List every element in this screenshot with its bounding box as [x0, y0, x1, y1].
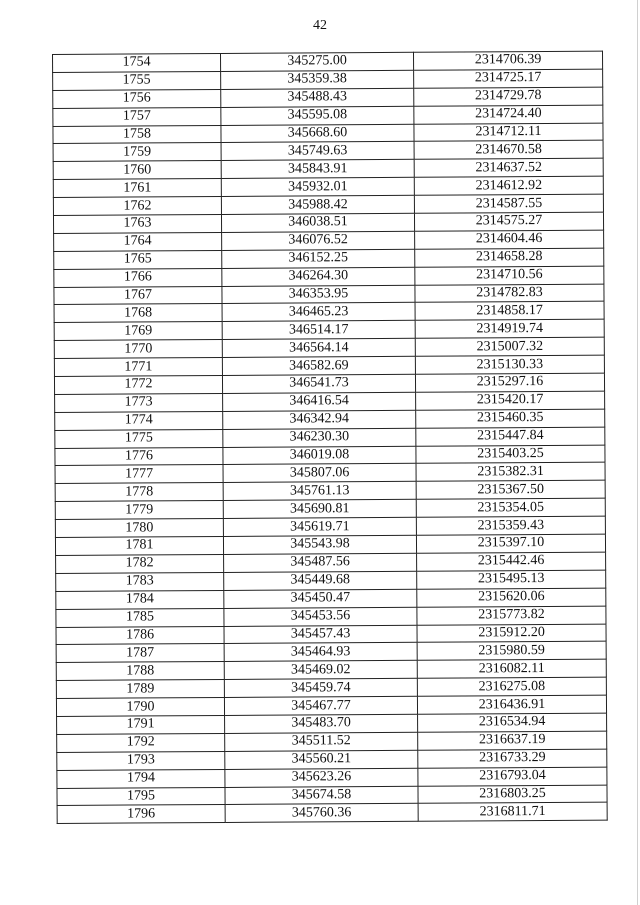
y-coordinate-cell: 2314706.39 — [413, 51, 602, 70]
y-coordinate-cell: 2315367.50 — [416, 481, 605, 500]
point-number-cell: 1779 — [55, 501, 223, 520]
coordinates-table — [52, 51, 608, 825]
y-coordinate-cell: 2315460.35 — [416, 409, 605, 428]
y-coordinate-cell: 2315397.10 — [416, 534, 605, 553]
point-number-cell: 1774 — [55, 411, 223, 430]
x-coordinate-cell: 346342.94 — [223, 410, 416, 429]
x-coordinate-cell: 345595.08 — [221, 106, 414, 125]
x-coordinate-cell: 345449.68 — [224, 571, 417, 590]
x-coordinate-cell: 345674.58 — [225, 786, 418, 805]
point-number-cell: 1791 — [57, 715, 225, 734]
y-coordinate-cell: 2316811.71 — [418, 803, 607, 822]
y-coordinate-cell: 2314710.56 — [415, 266, 604, 285]
y-coordinate-cell: 2315382.31 — [416, 463, 605, 482]
point-number-cell: 1772 — [54, 375, 222, 394]
x-coordinate-cell: 345467.77 — [224, 696, 417, 715]
page-edge-line — [637, 0, 638, 905]
point-number-cell: 1754 — [53, 53, 221, 72]
point-number-cell: 1785 — [56, 608, 224, 627]
x-coordinate-cell: 345511.52 — [225, 732, 418, 751]
y-coordinate-cell: 2315403.25 — [416, 445, 605, 464]
x-coordinate-cell: 345359.38 — [221, 70, 414, 89]
y-coordinate-cell: 2314637.52 — [414, 158, 603, 177]
y-coordinate-cell: 2315442.46 — [417, 552, 606, 571]
point-number-cell: 1789 — [56, 680, 224, 699]
y-coordinate-cell: 2315297.16 — [415, 373, 604, 392]
y-coordinate-cell: 2314919.74 — [415, 319, 604, 338]
x-coordinate-cell: 346564.14 — [222, 339, 415, 358]
point-number-cell: 1765 — [54, 250, 222, 269]
y-coordinate-cell: 2315420.17 — [416, 391, 605, 410]
x-coordinate-cell: 345619.71 — [223, 517, 416, 536]
y-coordinate-cell: 2314575.27 — [414, 212, 603, 231]
y-coordinate-cell: 2315359.43 — [416, 516, 605, 535]
y-coordinate-cell: 2314604.46 — [415, 230, 604, 249]
point-number-cell: 1768 — [54, 304, 222, 323]
point-number-cell: 1794 — [57, 769, 225, 788]
x-coordinate-cell: 346152.25 — [222, 249, 415, 268]
y-coordinate-cell: 2316275.08 — [417, 677, 606, 696]
x-coordinate-cell: 345807.06 — [223, 464, 416, 483]
point-number-cell: 1760 — [53, 161, 221, 180]
point-number-cell: 1773 — [55, 393, 223, 412]
point-number-cell: 1786 — [56, 626, 224, 645]
point-number-cell: 1755 — [53, 71, 221, 90]
y-coordinate-cell: 2315495.13 — [417, 570, 606, 589]
y-coordinate-cell: 2315354.05 — [416, 498, 605, 517]
point-number-cell: 1771 — [54, 358, 222, 377]
y-coordinate-cell: 2314858.17 — [415, 302, 604, 321]
x-coordinate-cell: 345543.98 — [223, 535, 416, 554]
page-number: 42 — [313, 18, 327, 33]
x-coordinate-cell: 345932.01 — [221, 178, 414, 197]
x-coordinate-cell: 346582.69 — [222, 356, 415, 375]
point-number-cell: 1795 — [57, 787, 225, 806]
x-coordinate-cell: 345761.13 — [223, 482, 416, 501]
x-coordinate-cell: 345749.63 — [221, 142, 414, 161]
y-coordinate-cell: 2315007.32 — [415, 337, 604, 356]
point-number-cell: 1787 — [56, 644, 224, 663]
x-coordinate-cell: 345988.42 — [221, 195, 414, 214]
point-number-cell: 1766 — [54, 268, 222, 287]
point-number-cell: 1759 — [53, 143, 221, 162]
x-coordinate-cell: 345450.47 — [224, 589, 417, 608]
y-coordinate-cell: 2314729.78 — [414, 87, 603, 106]
x-coordinate-cell: 346353.95 — [222, 285, 415, 304]
x-coordinate-cell: 345469.02 — [224, 661, 417, 680]
x-coordinate-cell: 346541.73 — [222, 374, 415, 393]
point-number-cell: 1767 — [54, 286, 222, 305]
y-coordinate-cell: 2316436.91 — [417, 695, 606, 714]
point-number-cell: 1796 — [57, 805, 225, 824]
point-number-cell: 1784 — [56, 590, 224, 609]
y-coordinate-cell: 2314658.28 — [415, 248, 604, 267]
y-coordinate-cell: 2316637.19 — [418, 731, 607, 750]
x-coordinate-cell: 345459.74 — [224, 678, 417, 697]
point-number-cell: 1788 — [56, 662, 224, 681]
x-coordinate-cell: 345760.36 — [225, 804, 418, 823]
y-coordinate-cell: 2315620.06 — [417, 588, 606, 607]
point-number-cell: 1780 — [55, 519, 223, 538]
x-coordinate-cell: 345560.21 — [225, 750, 418, 769]
point-number-cell: 1778 — [55, 483, 223, 502]
y-coordinate-cell: 2314712.11 — [414, 123, 603, 142]
point-number-cell: 1756 — [53, 89, 221, 108]
y-coordinate-cell: 2314725.17 — [414, 69, 603, 88]
x-coordinate-cell: 346038.51 — [221, 213, 414, 232]
x-coordinate-cell: 345275.00 — [220, 52, 413, 71]
y-coordinate-cell: 2315130.33 — [415, 355, 604, 374]
point-number-cell: 1793 — [57, 751, 225, 770]
x-coordinate-cell: 345464.93 — [224, 643, 417, 662]
y-coordinate-cell: 2315980.59 — [417, 642, 606, 661]
x-coordinate-cell: 345690.81 — [223, 500, 416, 519]
point-number-cell: 1775 — [55, 429, 223, 448]
y-coordinate-cell: 2316733.29 — [418, 749, 607, 768]
point-number-cell: 1762 — [53, 197, 221, 216]
point-number-cell: 1783 — [56, 572, 224, 591]
y-coordinate-cell: 2314612.92 — [414, 176, 603, 195]
point-number-cell: 1792 — [57, 733, 225, 752]
point-number-cell: 1764 — [54, 232, 222, 251]
y-coordinate-cell: 2316793.04 — [418, 767, 607, 786]
x-coordinate-cell: 345668.60 — [221, 124, 414, 143]
x-coordinate-cell: 346416.54 — [223, 392, 416, 411]
table-row — [57, 803, 607, 824]
x-coordinate-cell: 345843.91 — [221, 160, 414, 179]
y-coordinate-cell: 2314724.40 — [414, 105, 603, 124]
x-coordinate-cell: 346465.23 — [222, 303, 415, 322]
x-coordinate-cell: 346019.08 — [223, 446, 416, 465]
point-number-cell: 1776 — [55, 447, 223, 466]
point-number-cell: 1777 — [55, 465, 223, 484]
coordinates-table-body — [53, 51, 608, 824]
y-coordinate-cell: 2314782.83 — [415, 284, 604, 303]
y-coordinate-cell: 2315773.82 — [417, 606, 606, 625]
point-number-cell: 1761 — [53, 179, 221, 198]
y-coordinate-cell: 2316803.25 — [418, 785, 607, 804]
x-coordinate-cell: 345453.56 — [224, 607, 417, 626]
x-coordinate-cell: 346514.17 — [222, 321, 415, 340]
point-number-cell: 1782 — [56, 554, 224, 573]
x-coordinate-cell: 345487.56 — [224, 553, 417, 572]
y-coordinate-cell: 2314587.55 — [414, 194, 603, 213]
y-coordinate-cell: 2315447.84 — [416, 427, 605, 446]
x-coordinate-cell: 345488.43 — [221, 88, 414, 107]
point-number-cell: 1757 — [53, 107, 221, 126]
y-coordinate-cell: 2316082.11 — [417, 659, 606, 678]
point-number-cell: 1763 — [53, 214, 221, 233]
x-coordinate-cell: 346230.30 — [223, 428, 416, 447]
point-number-cell: 1781 — [55, 537, 223, 556]
y-coordinate-cell: 2315912.20 — [417, 624, 606, 643]
x-coordinate-cell: 346264.30 — [222, 267, 415, 286]
point-number-cell: 1790 — [56, 698, 224, 717]
y-coordinate-cell: 2314670.58 — [414, 141, 603, 160]
x-coordinate-cell: 346076.52 — [222, 231, 415, 250]
x-coordinate-cell: 345483.70 — [225, 714, 418, 733]
point-number-cell: 1770 — [54, 340, 222, 359]
point-number-cell: 1769 — [54, 322, 222, 341]
x-coordinate-cell: 345457.43 — [224, 625, 417, 644]
x-coordinate-cell: 345623.26 — [225, 768, 418, 787]
point-number-cell: 1758 — [53, 125, 221, 144]
y-coordinate-cell: 2316534.94 — [418, 713, 607, 732]
